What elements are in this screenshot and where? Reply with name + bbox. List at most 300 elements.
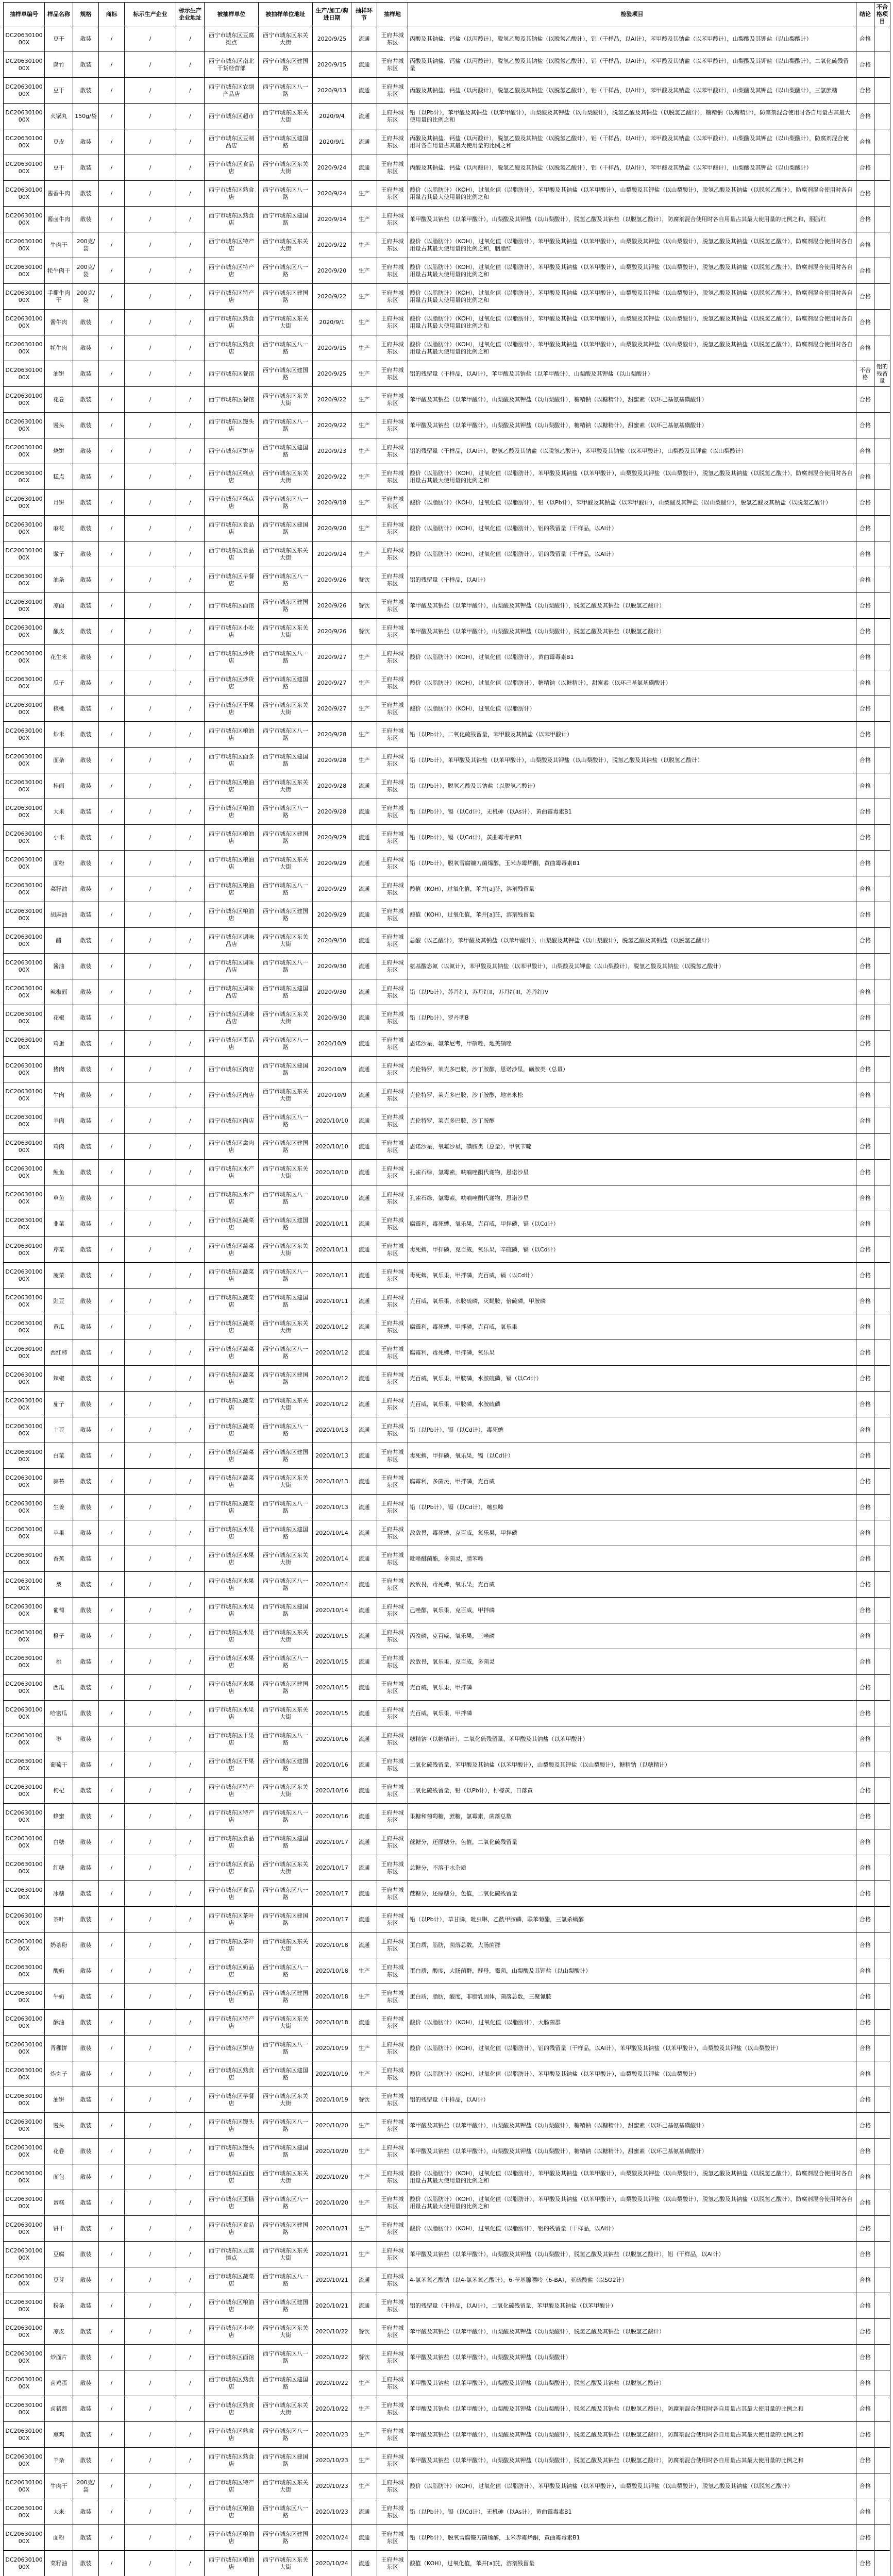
cell-sample-name: 炸丸子 (45, 2061, 73, 2087)
cell-sampling-place: 王府井城东区 (377, 1726, 408, 1752)
cell-manufacturer: / (125, 232, 176, 258)
cell-sampled-unit: 西宁市城东区小吃店 (205, 2319, 259, 2345)
cell-manufacturer: / (125, 1289, 176, 1314)
cell-production-date: 2020/10/20 (313, 2139, 351, 2164)
table-row (4, 2473, 890, 2499)
cell-failed-items (874, 1907, 890, 1933)
cell-sampling-stage: 流通 (351, 1778, 377, 1804)
cell-spec: 散装 (73, 464, 99, 490)
cell-test-items: 克百威，氧乐果，甲拌磷 (408, 1701, 856, 1726)
cell-manufacturer: / (125, 438, 176, 464)
cell-spec: 散装 (73, 2293, 99, 2319)
cell-manufacturer: / (125, 1263, 176, 1289)
cell-failed-items (874, 464, 890, 490)
cell-sampling-place: 王府井城东区 (377, 928, 408, 954)
cell-brand: / (99, 258, 125, 284)
cell-manufacturer: / (125, 979, 176, 1005)
cell-brand: / (99, 1495, 125, 1520)
cell-manufacturer: / (125, 2422, 176, 2448)
cell-production-date: 2020/10/23 (313, 2499, 351, 2525)
cell-sample-id: DC2063010000X (4, 1907, 45, 1933)
cell-sampled-unit-address: 西宁市城东区八一路 (259, 1572, 313, 1598)
cell-conclusion: 合格 (856, 1443, 874, 1469)
cell-sample-id: DC2063010000X (4, 284, 45, 310)
cell-sampled-unit-address: 西宁市城东区八一路 (259, 2190, 313, 2216)
cell-production-date: 2020/10/10 (313, 1160, 351, 1185)
cell-sampled-unit-address: 西宁市城东区东关大街 (259, 1082, 313, 1108)
cell-test-items: 丙酸及其钠盐、钙盐（以丙酸计），脱氢乙酸及其钠盐（以脱氢乙酸计），铝（干样品，以Al计），苯甲酸及其钠盐（以苯甲酸计），山梨酸及其钾盐（以山梨酸计） (408, 155, 856, 181)
cell-sampled-unit: 西宁市城东区粮油店 (205, 2499, 259, 2525)
cell-failed-items (874, 1933, 890, 1958)
cell-sampling-stage: 生产 (351, 387, 377, 413)
cell-sample-id: DC2063010000X (4, 1649, 45, 1675)
cell-sample-id: DC2063010000X (4, 799, 45, 825)
cell-spec: 散装 (73, 1572, 99, 1598)
cell-sample-id: DC2063010000X (4, 645, 45, 670)
cell-sample-id: DC2063010000X (4, 1752, 45, 1778)
cell-conclusion: 合格 (856, 1701, 874, 1726)
cell-manufacturer: / (125, 1082, 176, 1108)
cell-test-items: 铅（以Pb计），脱氧雪腐镰刀菌烯醇，玉米赤霉烯酮，黄曲霉毒素B1 (408, 2525, 856, 2551)
cell-sampling-place: 王府井城东区 (377, 438, 408, 464)
cell-production-date: 2020/10/16 (313, 1726, 351, 1752)
cell-manufacturer: / (125, 619, 176, 645)
table-row (4, 2242, 890, 2267)
cell-failed-items (874, 1520, 890, 1546)
cell-sampling-stage: 生产 (351, 2396, 377, 2422)
cell-sampled-unit: 西宁市城东区粮油店 (205, 773, 259, 799)
cell-manufacturer-address: / (176, 799, 205, 825)
cell-spec: 散装 (73, 1469, 99, 1495)
cell-failed-items (874, 2525, 890, 2551)
cell-manufacturer-address: / (176, 1855, 205, 1881)
cell-spec: 散装 (73, 2370, 99, 2396)
cell-failed-items (874, 1623, 890, 1649)
cell-test-items: 铅（以Pb计），草甘膦，吡虫啉，乙酰甲胺磷，联苯菊酯，三氯杀螨醇 (408, 1907, 856, 1933)
cell-manufacturer-address: / (176, 2345, 205, 2370)
cell-sampling-place: 王府井城东区 (377, 2448, 408, 2473)
cell-sample-name: 鲤鱼 (45, 1160, 73, 1185)
cell-sampled-unit: 西宁市城东区面包店 (205, 2164, 259, 2190)
cell-test-items: 二氧化硫残留量，苯甲酸及其钠盐（以苯甲酸计），山梨酸及其钾盐（以山梨酸计），糖精钠（以糖精计） (408, 1752, 856, 1778)
table-row (4, 52, 890, 78)
cell-manufacturer-address: / (176, 1366, 205, 1392)
cell-manufacturer-address: / (176, 2113, 205, 2139)
table-row (4, 954, 890, 979)
cell-sample-id: DC2063010000X (4, 2113, 45, 2139)
cell-conclusion: 合格 (856, 1829, 874, 1855)
table-row (4, 876, 890, 902)
cell-failed-items (874, 232, 890, 258)
cell-test-items: 酸价（以脂肪计）（KOH），过氧化值（以脂肪计），苯甲酸及其钠盐（以苯甲酸计），山梨酸及其钾盐（以山梨酸计），脱氢乙酸及其钠盐（以脱氢乙酸计） (408, 2473, 856, 2499)
cell-spec: 散装 (73, 1057, 99, 1082)
cell-sampling-place: 王府井城东区 (377, 670, 408, 696)
cell-sampling-stage: 餐饮 (351, 2087, 377, 2113)
cell-conclusion: 合格 (856, 1289, 874, 1314)
cell-production-date: 2020/9/29 (313, 876, 351, 902)
cell-sample-id: DC2063010000X (4, 1443, 45, 1469)
cell-manufacturer: / (125, 567, 176, 593)
cell-sampling-place: 王府井城东区 (377, 1289, 408, 1314)
cell-sampling-place: 王府井城东区 (377, 2551, 408, 2576)
cell-sampling-place: 王府井城东区 (377, 1804, 408, 1829)
cell-production-date: 2020/9/27 (313, 696, 351, 722)
cell-sampling-place: 王府井城东区 (377, 1881, 408, 1907)
cell-sample-id: DC2063010000X (4, 2036, 45, 2061)
cell-sampled-unit-address: 西宁市城东区东关大街 (259, 2396, 313, 2422)
cell-test-items: 克百威，氧乐果，甲胺磷，水胺硫磷 (408, 1392, 856, 1417)
cell-test-items: 酸价（以脂肪计）（KOH），过氧化值（以脂肪计），苯甲酸及其钠盐（以苯甲酸计），山梨酸及其钾盐（以山梨酸计），脱氢乙酸及其钠盐（以脱氢乙酸计），防腐剂混合使用时各自用量占其最大使用量的比例之和 (408, 284, 856, 310)
cell-sample-name: 牛奶 (45, 1984, 73, 2010)
cell-sampling-place: 王府井城东区 (377, 902, 408, 928)
cell-sampling-place: 王府井城东区 (377, 1366, 408, 1392)
cell-sample-name: 鸡蛋 (45, 1031, 73, 1057)
cell-brand: / (99, 438, 125, 464)
header-conclusion: 结论 (856, 3, 874, 26)
cell-failed-items (874, 2113, 890, 2139)
cell-sample-name: 茶叶 (45, 1907, 73, 1933)
cell-test-items: 苯甲酸及其钠盐（以苯甲酸计），山梨酸及其钾盐（以山梨酸计），脱氢乙酸及其钠盐（以脱氢乙酸计） (408, 593, 856, 619)
cell-sampled-unit-address: 西宁市城东区东关大街 (259, 851, 313, 876)
cell-manufacturer: / (125, 825, 176, 851)
table-row (4, 748, 890, 773)
cell-spec: 散装 (73, 1211, 99, 1237)
cell-sample-name: 粉条 (45, 2293, 73, 2319)
cell-sample-id: DC2063010000X (4, 2396, 45, 2422)
cell-manufacturer: / (125, 2113, 176, 2139)
cell-manufacturer: / (125, 851, 176, 876)
cell-spec: 散装 (73, 851, 99, 876)
cell-sample-name: 豆干 (45, 26, 73, 52)
table-row (4, 1546, 890, 1572)
cell-failed-items (874, 748, 890, 773)
cell-brand: / (99, 1082, 125, 1108)
cell-sample-name: 枸杞 (45, 1778, 73, 1804)
cell-failed-items (874, 645, 890, 670)
cell-failed-items (874, 335, 890, 361)
cell-production-date: 2020/10/15 (313, 1623, 351, 1649)
cell-sampled-unit-address: 西宁市城东区建国路 (259, 52, 313, 78)
cell-brand: / (99, 1933, 125, 1958)
table-row (4, 361, 890, 387)
cell-failed-items (874, 696, 890, 722)
cell-sampling-stage: 流通 (351, 1134, 377, 1160)
cell-sampling-stage: 流通 (351, 979, 377, 1005)
cell-sampled-unit: 西宁市城东区肉店 (205, 1108, 259, 1134)
header-sample-id: 抽样单编号 (4, 3, 45, 26)
cell-test-items: 苯甲酸及其钠盐（以苯甲酸计），山梨酸及其钾盐（以山梨酸计） (408, 2345, 856, 2370)
table-row (4, 1495, 890, 1520)
cell-sample-id: DC2063010000X (4, 1211, 45, 1237)
cell-production-date: 2020/9/15 (313, 52, 351, 78)
cell-sampling-stage: 生产 (351, 438, 377, 464)
cell-sample-id: DC2063010000X (4, 1108, 45, 1134)
cell-manufacturer: / (125, 52, 176, 78)
cell-brand: / (99, 2139, 125, 2164)
cell-sampled-unit-address: 西宁市城东区八一路 (259, 799, 313, 825)
cell-manufacturer: / (125, 2345, 176, 2370)
cell-sample-id: DC2063010000X (4, 2190, 45, 2216)
cell-sample-id: DC2063010000X (4, 181, 45, 207)
cell-failed-items (874, 799, 890, 825)
cell-sample-name: 酸奶 (45, 1958, 73, 1984)
cell-brand: / (99, 1623, 125, 1649)
cell-manufacturer: / (125, 413, 176, 438)
cell-sampling-stage: 生产 (351, 516, 377, 541)
table-row (4, 1211, 890, 1237)
cell-manufacturer-address: / (176, 2551, 205, 2576)
cell-production-date: 2020/10/21 (313, 2293, 351, 2319)
cell-sampling-stage: 流通 (351, 1340, 377, 1366)
cell-sample-id: DC2063010000X (4, 696, 45, 722)
cell-sampled-unit: 西宁市城东区餐馆 (205, 361, 259, 387)
cell-manufacturer: / (125, 2396, 176, 2422)
cell-conclusion: 合格 (856, 2499, 874, 2525)
cell-sampled-unit-address: 西宁市城东区八一路 (259, 1958, 313, 1984)
cell-production-date: 2020/9/29 (313, 825, 351, 851)
cell-manufacturer-address: / (176, 258, 205, 284)
cell-sampled-unit-address: 西宁市城东区八一路 (259, 954, 313, 979)
cell-spec: 散装 (73, 2499, 99, 2525)
table-row (4, 1778, 890, 1804)
cell-sampling-place: 王府井城东区 (377, 1185, 408, 1211)
cell-sampling-place: 王府井城东区 (377, 1469, 408, 1495)
cell-sampling-place: 王府井城东区 (377, 2190, 408, 2216)
cell-sampling-stage: 生产 (351, 2473, 377, 2499)
cell-production-date: 2020/10/13 (313, 1417, 351, 1443)
cell-manufacturer-address: / (176, 2499, 205, 2525)
cell-manufacturer: / (125, 1778, 176, 1804)
cell-sampling-place: 王府井城东区 (377, 1701, 408, 1726)
table-row (4, 464, 890, 490)
table-row (4, 2448, 890, 2473)
cell-sampling-stage: 流通 (351, 1211, 377, 1237)
cell-manufacturer-address: / (176, 2422, 205, 2448)
cell-failed-items (874, 722, 890, 748)
cell-sampled-unit-address: 西宁市城东区东关大街 (259, 1933, 313, 1958)
cell-sampled-unit-address: 西宁市城东区八一路 (259, 181, 313, 207)
cell-production-date: 2020/10/23 (313, 2422, 351, 2448)
cell-conclusion: 合格 (856, 104, 874, 129)
cell-spec: 散装 (73, 1417, 99, 1443)
cell-sampled-unit-address: 西宁市城东区八一路 (259, 722, 313, 748)
cell-sample-id: DC2063010000X (4, 1495, 45, 1520)
cell-brand: / (99, 748, 125, 773)
cell-conclusion: 合格 (856, 2061, 874, 2087)
cell-production-date: 2020/10/20 (313, 2190, 351, 2216)
cell-production-date: 2020/10/22 (313, 2345, 351, 2370)
table-row (4, 26, 890, 52)
cell-spec: 散装 (73, 1314, 99, 1340)
cell-sampling-stage: 流通 (351, 1649, 377, 1675)
cell-conclusion: 合格 (856, 2087, 874, 2113)
cell-sample-name: 火锅丸 (45, 104, 73, 129)
table-row (4, 387, 890, 413)
cell-sampling-place: 王府井城东区 (377, 1598, 408, 1623)
cell-sample-name: 菜籽油 (45, 2551, 73, 2576)
cell-brand: / (99, 1907, 125, 1933)
cell-sample-id: DC2063010000X (4, 1289, 45, 1314)
cell-sampling-place: 王府井城东区 (377, 1340, 408, 1366)
cell-sampling-place: 王府井城东区 (377, 2164, 408, 2190)
cell-sample-name: 油条 (45, 567, 73, 593)
cell-manufacturer-address: / (176, 1829, 205, 1855)
cell-sampling-place: 王府井城东区 (377, 1160, 408, 1185)
table-row (4, 2396, 890, 2422)
table-row (4, 438, 890, 464)
cell-sample-name: 菠菜 (45, 1263, 73, 1289)
cell-manufacturer-address: / (176, 1495, 205, 1520)
cell-sample-id: DC2063010000X (4, 1314, 45, 1340)
cell-conclusion: 合格 (856, 335, 874, 361)
cell-sampling-place: 王府井城东区 (377, 954, 408, 979)
cell-sampling-stage: 流通 (351, 1185, 377, 1211)
cell-sampled-unit: 西宁市城东区饼店 (205, 438, 259, 464)
cell-sampling-place: 王府井城东区 (377, 1495, 408, 1520)
cell-brand: / (99, 387, 125, 413)
cell-spec: 散装 (73, 1701, 99, 1726)
cell-manufacturer-address: / (176, 979, 205, 1005)
header-failed-items: 不合格项目 (874, 3, 890, 26)
cell-sampled-unit-address: 西宁市城东区八一路 (259, 490, 313, 516)
cell-spec: 散装 (73, 1520, 99, 1546)
cell-brand: / (99, 1108, 125, 1134)
cell-sample-id: DC2063010000X (4, 207, 45, 232)
cell-sampled-unit-address: 西宁市城东区东关大街 (259, 541, 313, 567)
cell-sampled-unit-address: 西宁市城东区东关大街 (259, 1469, 313, 1495)
cell-spec: 散装 (73, 825, 99, 851)
cell-manufacturer: / (125, 1185, 176, 1211)
cell-manufacturer-address: / (176, 2319, 205, 2345)
header-sampled-unit: 被抽样单位 (205, 3, 259, 26)
cell-sampled-unit-address: 西宁市城东区八一路 (259, 2036, 313, 2061)
cell-sampled-unit: 西宁市城东区调味品店 (205, 928, 259, 954)
cell-conclusion: 合格 (856, 129, 874, 155)
cell-sampling-place: 王府井城东区 (377, 1958, 408, 1984)
cell-sampled-unit: 西宁市城东区馒头店 (205, 413, 259, 438)
cell-test-items: 铝的残留量（干样品，以Al计） (408, 567, 856, 593)
header-sampled-unit-address: 被抽样单位地址 (259, 3, 313, 26)
cell-brand: / (99, 2242, 125, 2267)
cell-sample-id: DC2063010000X (4, 851, 45, 876)
cell-production-date: 2020/9/20 (313, 516, 351, 541)
cell-sampling-stage: 生产 (351, 1984, 377, 2010)
cell-sampled-unit: 西宁市城东区特产店 (205, 284, 259, 310)
cell-sampled-unit: 西宁市城东区面条店 (205, 748, 259, 773)
cell-conclusion: 合格 (856, 2525, 874, 2551)
cell-sampled-unit: 西宁市城东区早餐店 (205, 2087, 259, 2113)
cell-sampled-unit-address: 西宁市城东区东关大街 (259, 1314, 313, 1340)
cell-sample-name: 面条 (45, 748, 73, 773)
cell-test-items: 苯甲酸及其钠盐（以苯甲酸计），山梨酸及其钾盐（以山梨酸计），脱氢乙酸及其钠盐（以脱氢乙酸计），铝（干样品，以Al计） (408, 2242, 856, 2267)
cell-conclusion: 合格 (856, 1005, 874, 1031)
table-row (4, 1263, 890, 1289)
cell-manufacturer: / (125, 1701, 176, 1726)
cell-sampling-place: 王府井城东区 (377, 799, 408, 825)
cell-sampling-stage: 流通 (351, 2267, 377, 2293)
cell-spec: 散装 (73, 2422, 99, 2448)
cell-manufacturer-address: / (176, 1623, 205, 1649)
cell-sample-name: 大米 (45, 799, 73, 825)
cell-manufacturer-address: / (176, 2473, 205, 2499)
cell-production-date: 2020/9/22 (313, 464, 351, 490)
cell-manufacturer-address: / (176, 2525, 205, 2551)
cell-production-date: 2020/9/27 (313, 645, 351, 670)
cell-sampled-unit-address: 西宁市城东区东关大街 (259, 1005, 313, 1031)
table-row (4, 645, 890, 670)
cell-sampled-unit-address: 西宁市城东区建国路 (259, 2293, 313, 2319)
cell-sampled-unit-address: 西宁市城东区建国路 (259, 2370, 313, 2396)
cell-test-items: 铝的残留量（干样品，以Al计），苯甲酸及其钠盐（以苯甲酸计），山梨酸及其钾盐（以山梨酸计） (408, 361, 856, 387)
cell-sampled-unit-address: 西宁市城东区八一路 (259, 413, 313, 438)
cell-brand: / (99, 1520, 125, 1546)
cell-manufacturer-address: / (176, 2216, 205, 2242)
table-row (4, 1417, 890, 1443)
cell-sampling-stage: 生产 (351, 2448, 377, 2473)
cell-sample-name: 酥油 (45, 2010, 73, 2036)
cell-spec: 散装 (73, 1031, 99, 1057)
cell-manufacturer: / (125, 1314, 176, 1340)
cell-sample-id: DC2063010000X (4, 541, 45, 567)
cell-manufacturer-address: / (176, 2242, 205, 2267)
cell-production-date: 2020/10/16 (313, 1752, 351, 1778)
cell-manufacturer: / (125, 2242, 176, 2267)
cell-manufacturer-address: / (176, 232, 205, 258)
cell-sample-name: 蒜苔 (45, 1469, 73, 1495)
cell-manufacturer: / (125, 1031, 176, 1057)
cell-test-items: 铅（以Pb计），脱氧雪腐镰刀菌烯醇，玉米赤霉烯酮，黄曲霉毒素B1 (408, 851, 856, 876)
cell-spec: 散装 (73, 490, 99, 516)
cell-sampling-place: 王府井城东区 (377, 104, 408, 129)
cell-sampling-place: 王府井城东区 (377, 2473, 408, 2499)
cell-sampled-unit-address: 西宁市城东区东关大街 (259, 1855, 313, 1881)
cell-manufacturer-address: / (176, 2036, 205, 2061)
cell-production-date: 2020/10/10 (313, 1108, 351, 1134)
cell-sampling-stage: 流通 (351, 1263, 377, 1289)
cell-spec: 散装 (73, 1726, 99, 1752)
cell-test-items: 铅（以Pb计），镉（以Cd计），无机砷（以As计），黄曲霉毒素B1 (408, 2499, 856, 2525)
cell-spec: 散装 (73, 2242, 99, 2267)
cell-production-date: 2020/10/18 (313, 1984, 351, 2010)
cell-sampling-stage: 流通 (351, 1443, 377, 1469)
cell-sampled-unit: 西宁市城东区熟食店 (205, 2448, 259, 2473)
cell-manufacturer: / (125, 593, 176, 619)
cell-conclusion: 合格 (856, 438, 874, 464)
cell-sampling-place: 王府井城东区 (377, 284, 408, 310)
cell-spec: 散装 (73, 1958, 99, 1984)
cell-spec: 散装 (73, 361, 99, 387)
cell-production-date: 2020/9/14 (313, 207, 351, 232)
cell-sampling-stage: 流通 (351, 2010, 377, 2036)
cell-sampling-stage: 生产 (351, 2139, 377, 2164)
cell-conclusion: 合格 (856, 2190, 874, 2216)
cell-brand: / (99, 2370, 125, 2396)
cell-manufacturer: / (125, 1598, 176, 1623)
cell-sampled-unit: 西宁市城东区茶叶店 (205, 1907, 259, 1933)
cell-production-date: 2020/9/26 (313, 619, 351, 645)
cell-conclusion: 合格 (856, 1340, 874, 1366)
cell-manufacturer-address: / (176, 2448, 205, 2473)
cell-spec: 散装 (73, 2319, 99, 2345)
cell-failed-items (874, 1134, 890, 1160)
cell-manufacturer: / (125, 773, 176, 799)
cell-sampling-place: 王府井城东区 (377, 310, 408, 335)
cell-sampled-unit: 西宁市城东区豆制品店 (205, 129, 259, 155)
cell-sampled-unit-address: 西宁市城东区八一路 (259, 1495, 313, 1520)
cell-sampled-unit: 西宁市城东区粮油店 (205, 2551, 259, 2576)
cell-brand: / (99, 1701, 125, 1726)
cell-sample-id: DC2063010000X (4, 2448, 45, 2473)
